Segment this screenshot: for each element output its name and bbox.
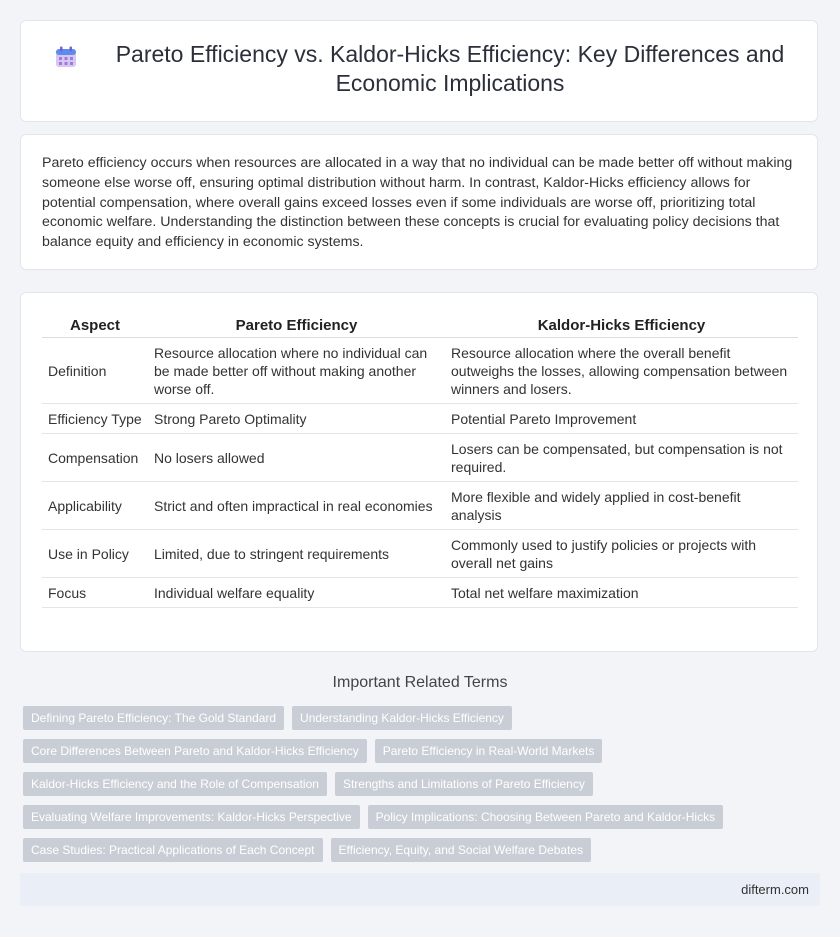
table-row	[42, 404, 798, 434]
table-cell: No losers allowed	[148, 434, 445, 482]
intro-paragraph: Pareto efficiency occurs when resources are allocated in a way that no individual can be made better off without making someone else worse off, ensuring optimal distribution without harm. In contrast, Kaldor-Hicks efficiency allows for potential compensation, where overall gains exceed losses even if some individuals are worse off, prioritizing total economic welfare. Understanding the distinction between these concepts is crucial for evaluating policy decisions that balance equity and efficiency in economic systems.	[42, 155, 793, 251]
table-cell: Potential Pareto Improvement	[445, 404, 798, 434]
comparison-table	[42, 313, 798, 608]
table-row	[42, 434, 798, 482]
table-cell: Limited, due to stringent requirements	[148, 530, 445, 578]
related-term-tag[interactable]: Efficiency, Equity, and Social Welfare Debates	[331, 838, 592, 862]
table-cell: Total net welfare maximization	[445, 578, 798, 608]
table-row	[42, 530, 798, 578]
page-title: Pareto Efficiency vs. Kaldor-Hicks Efficiency: Key Differences and Economic Implications	[115, 41, 785, 96]
header-kaldor-hicks: Kaldor-Hicks Efficiency	[445, 313, 798, 338]
related-terms-heading: Important Related Terms	[332, 674, 508, 691]
table-cell: Resource allocation where no individual can be made better off without making another worse off.	[148, 338, 445, 404]
table-header-row	[42, 313, 798, 338]
intro-card	[20, 134, 818, 270]
related-term-tag[interactable]: Defining Pareto Efficiency: The Gold Standard	[23, 706, 284, 730]
related-term-tag[interactable]: Case Studies: Practical Applications of Each Concept	[23, 838, 323, 862]
table-cell: More flexible and widely applied in cost-benefit analysis	[445, 482, 798, 530]
table-row	[42, 338, 798, 404]
table-cell: Definition	[42, 338, 148, 404]
header-pareto: Pareto Efficiency	[148, 313, 445, 338]
related-term-tag[interactable]: Kaldor-Hicks Efficiency and the Role of Compensation	[23, 772, 327, 796]
table-cell: Efficiency Type	[42, 404, 148, 434]
related-term-tag[interactable]: Pareto Efficiency in Real-World Markets	[375, 739, 603, 763]
related-term-tag[interactable]: Understanding Kaldor-Hicks Efficiency	[292, 706, 512, 730]
calendar-icon	[54, 45, 78, 69]
table-cell: Losers can be compensated, but compensation is not required.	[445, 434, 798, 482]
table-cell: Applicability	[42, 482, 148, 530]
table-row	[42, 482, 798, 530]
related-term-tag[interactable]: Evaluating Welfare Improvements: Kaldor-Hicks Perspective	[23, 805, 360, 829]
table-cell: Compensation	[42, 434, 148, 482]
table-row	[42, 578, 798, 608]
header-aspect: Aspect	[42, 313, 148, 338]
related-term-tag[interactable]: Strengths and Limitations of Pareto Efficiency	[335, 772, 593, 796]
table-cell: Strict and often impractical in real economies	[148, 482, 445, 530]
table-cell: Resource allocation where the overall benefit outweighs the losses, allowing compensation between winners and losers.	[445, 338, 798, 404]
footer-site-link[interactable]: difterm.com	[741, 882, 809, 897]
footer	[20, 873, 820, 906]
related-term-tag[interactable]: Policy Implications: Choosing Between Pareto and Kaldor-Hicks	[368, 805, 724, 829]
related-terms-list	[23, 706, 803, 871]
table-cell: Strong Pareto Optimality	[148, 404, 445, 434]
table-cell: Focus	[42, 578, 148, 608]
table-cell: Individual welfare equality	[148, 578, 445, 608]
comparison-card	[20, 292, 818, 652]
related-term-tag[interactable]: Core Differences Between Pareto and Kaldor-Hicks Efficiency	[23, 739, 367, 763]
table-cell: Use in Policy	[42, 530, 148, 578]
table-cell: Commonly used to justify policies or projects with overall net gains	[445, 530, 798, 578]
